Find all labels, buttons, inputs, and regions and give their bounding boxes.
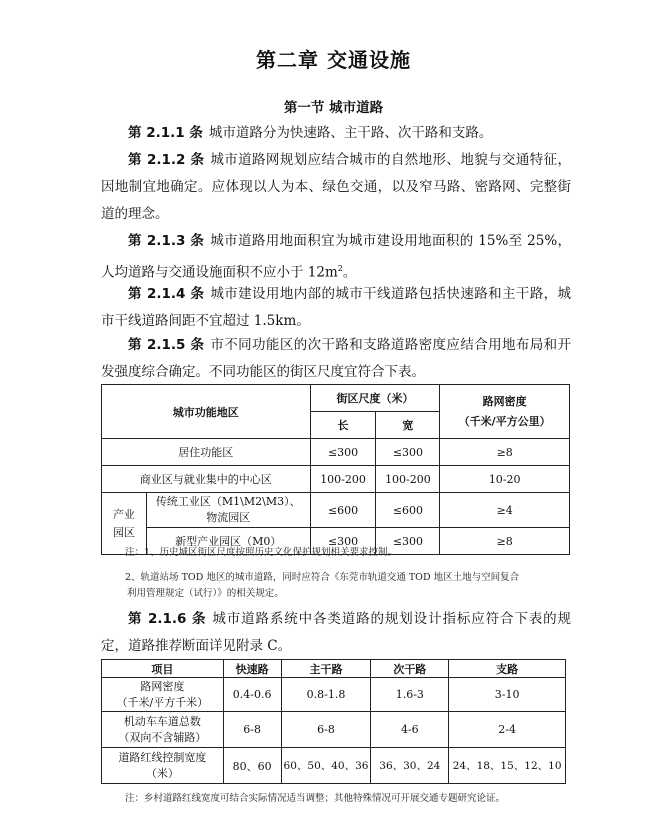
article-text-end: 。 bbox=[342, 264, 357, 281]
header-branch: 支路 bbox=[449, 660, 566, 678]
header-function-area: 城市功能地区 bbox=[102, 385, 311, 439]
cell-value: 1.6-3 bbox=[371, 678, 449, 712]
article-text: 市不同功能区的次干路和支路道路密度应结合用地布局和开发强度综合确定。不同功能区的街区尺度宜符合下表。 bbox=[101, 337, 572, 380]
article-text: 城市道路用地面积宜为城市建设用地面积的 15%至 25%，人均道路与交通设施面积不应小于 12m bbox=[101, 233, 571, 281]
article-number: 第 2.1.5 条 bbox=[128, 337, 205, 353]
cell-value: 6-8 bbox=[281, 712, 371, 748]
cell-density: 10-20 bbox=[440, 466, 570, 493]
cell-area: 新型产业园区（M0） bbox=[146, 528, 310, 555]
cell-density: ≥4 bbox=[440, 493, 570, 528]
cell-width: ≤600 bbox=[376, 493, 440, 528]
table-header-row bbox=[102, 660, 566, 678]
article-2-1-5 bbox=[101, 332, 571, 386]
cell-value: 6-8 bbox=[223, 712, 281, 748]
table-note-2a: 2、轨道站场 TOD 地区的城市道路，同时应符合《东莞市轨道交通 TOD 地区土地与空间复合 bbox=[125, 572, 520, 583]
header-expressway: 快速路 bbox=[223, 660, 281, 678]
header-arterial: 主干路 bbox=[281, 660, 371, 678]
header-length: 长 bbox=[310, 412, 376, 439]
header-road-density: 路网密度 （千米/平方公里） bbox=[440, 385, 570, 439]
cell-group: 产业 园区 bbox=[102, 493, 147, 555]
cell-value: 24、18、15、12、10 bbox=[449, 748, 566, 784]
section-title: 第一节 城市道路 bbox=[283, 100, 384, 116]
article-2-1-6 bbox=[101, 606, 571, 660]
cell-item: 机动车车道总数 （双向不含辅路） bbox=[102, 712, 224, 748]
header-item: 项目 bbox=[102, 660, 224, 678]
cell-length: ≤300 bbox=[310, 439, 376, 466]
article-text: 城市道路网规划应结合城市的自然地形、地貌与交通特征，因地制宜地确定。应体现以人为本、绿色交通，以及窄马路、密路网、完整街道的理念。 bbox=[101, 152, 572, 222]
cell-item: 道路红线控制宽度 （米） bbox=[102, 748, 224, 784]
cell-width: ≤300 bbox=[376, 528, 440, 555]
article-text: 城市建设用地内部的城市干线道路包括快速路和主干路，城市干线道路间距不宜超过 1.5km。 bbox=[101, 286, 572, 329]
article-2-1-2 bbox=[101, 147, 571, 228]
article-text: 城市道路系统中各类道路的规划设计指标应符合下表的规定，道路推荐断面详见附录 C。 bbox=[101, 611, 571, 654]
cell-value: 60、50、40、36 bbox=[281, 748, 371, 784]
table-note-1: 注：1、历史城区街区尺度按照历史文化保护规划相关要求控制。 bbox=[125, 547, 398, 558]
table-row bbox=[102, 712, 566, 748]
article-2-1-4 bbox=[101, 281, 571, 335]
header-width: 宽 bbox=[376, 412, 440, 439]
cell-area: 传统工业区（M1\M2\M3）、 物流园区 bbox=[146, 493, 310, 528]
road-indicator-table bbox=[101, 659, 566, 784]
article-number: 第 2.1.2 条 bbox=[128, 152, 205, 168]
header-secondary: 次干路 bbox=[371, 660, 449, 678]
cell-length: ≤300 bbox=[310, 528, 376, 555]
table-row bbox=[102, 748, 566, 784]
cell-value: 3-10 bbox=[449, 678, 566, 712]
cell-width: 100-200 bbox=[376, 466, 440, 493]
article-2-1-1 bbox=[101, 120, 571, 147]
article-number: 第 2.1.3 条 bbox=[128, 233, 205, 249]
block-scale-table bbox=[101, 384, 570, 555]
cell-area: 居住功能区 bbox=[102, 439, 311, 466]
cell-area: 商业区与就业集中的中心区 bbox=[102, 466, 311, 493]
article-text: 城市道路分为快速路、主干路、次干路和支路。 bbox=[208, 125, 493, 141]
superscript: 2 bbox=[337, 264, 343, 273]
cell-item: 路网密度 （千米/平方千米） bbox=[102, 678, 224, 712]
cell-value: 0.4-0.6 bbox=[223, 678, 281, 712]
article-number: 第 2.1.1 条 bbox=[128, 125, 203, 141]
table-note-2b: 利用管理规定（试行）》的相关规定。 bbox=[127, 588, 284, 599]
cell-value: 2-4 bbox=[449, 712, 566, 748]
chapter-title: 第二章 交通设施 bbox=[256, 48, 411, 72]
cell-value: 0.8-1.8 bbox=[281, 678, 371, 712]
cell-length: ≤600 bbox=[310, 493, 376, 528]
cell-width: ≤300 bbox=[376, 439, 440, 466]
table-row bbox=[102, 439, 570, 466]
cell-value: 36、30、24 bbox=[371, 748, 449, 784]
table-row bbox=[102, 466, 570, 493]
article-number: 第 2.1.4 条 bbox=[128, 286, 205, 302]
cell-value: 80、60 bbox=[223, 748, 281, 784]
cell-density: ≥8 bbox=[440, 439, 570, 466]
article-number: 第 2.1.6 条 bbox=[128, 611, 207, 627]
table-note-3: 注：乡村道路红线宽度可结合实际情况适当调整；其他特殊情况可开展交通专题研究论证。 bbox=[125, 793, 506, 804]
table-row bbox=[102, 678, 566, 712]
header-block-scale: 街区尺度（米） bbox=[310, 385, 440, 412]
article-2-1-3 bbox=[101, 228, 571, 287]
cell-density: ≥8 bbox=[440, 528, 570, 555]
cell-length: 100-200 bbox=[310, 466, 376, 493]
table-row bbox=[102, 493, 570, 528]
cell-value: 4-6 bbox=[371, 712, 449, 748]
